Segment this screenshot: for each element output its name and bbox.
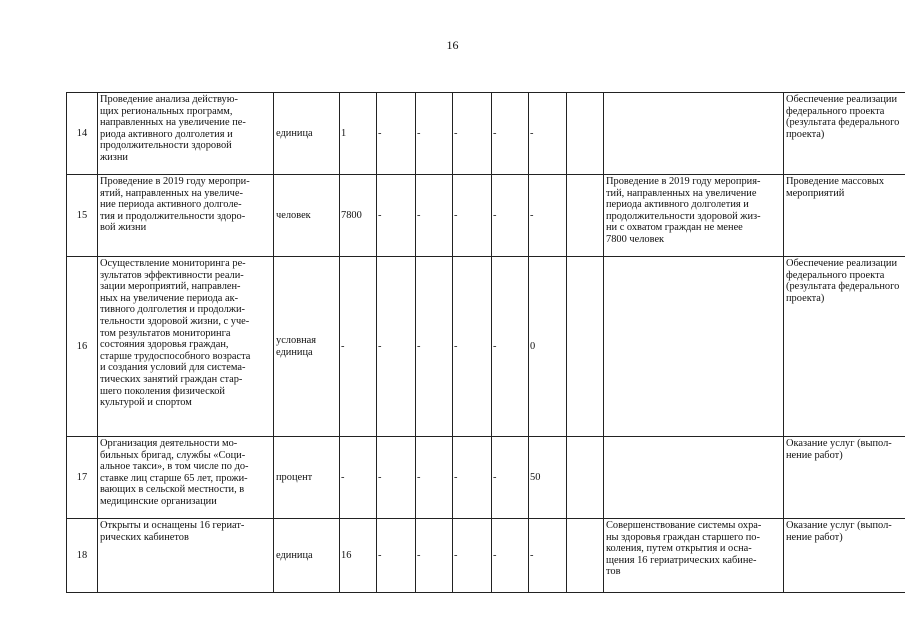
row-number: 16	[67, 257, 98, 437]
row-description: Организация деятельности мо- бильных бригад, службы «Соци- альное такси», в том числе по до- ставке лиц старше 65 лет, прожи- вающих в сельской местности, в медицинские организации	[98, 437, 274, 519]
row-value-cell: -	[416, 257, 453, 437]
row-value-cell: -	[492, 257, 529, 437]
table-row	[67, 519, 905, 593]
row-unit: процент	[274, 437, 340, 519]
row-value-cell	[567, 93, 604, 175]
row-type: Проведение массовых мероприятий	[784, 175, 905, 257]
row-type: Обеспечение реализации федерального проекта (результата федерального проекта)	[784, 257, 905, 437]
row-value-cell: -	[529, 93, 567, 175]
row-number: 14	[67, 93, 98, 175]
row-value-cell: -	[377, 93, 416, 175]
row-value-cell: -	[492, 93, 529, 175]
row-value-cell: -	[340, 257, 377, 437]
row-value-cell: -	[416, 93, 453, 175]
row-value-cell: -	[377, 437, 416, 519]
results-table	[66, 92, 905, 593]
row-type: Обеспечение реализации федерального проекта (результата федерального проекта)	[784, 93, 905, 175]
row-number: 15	[67, 175, 98, 257]
row-value-cell: -	[492, 519, 529, 593]
row-value-cell: 1	[340, 93, 377, 175]
row-characteristic	[604, 437, 784, 519]
row-value-cell: -	[453, 257, 492, 437]
row-value-cell: -	[529, 519, 567, 593]
row-value-cell	[567, 437, 604, 519]
row-value-cell	[567, 519, 604, 593]
row-number: 18	[67, 519, 98, 593]
row-characteristic	[604, 257, 784, 437]
row-value-cell: -	[529, 175, 567, 257]
row-description: Осуществление мониторинга ре- зультатов эффективности реали- зации мероприятий, направлен- ных на увеличение периода ак- тивного долголетия и продолжи- тельности здоровой жизни, с уче- том результатов мониторинга состояния здоровья граждан, старше трудоспособного возраста и создания условий для система- тических занятий граждан стар- шего поколения физической культурой и спортом	[98, 257, 274, 437]
page-number: 16	[446, 38, 459, 52]
row-value-cell: -	[340, 437, 377, 519]
row-unit: единица	[274, 519, 340, 593]
row-unit: условная единица	[274, 257, 340, 437]
row-unit: человек	[274, 175, 340, 257]
table-row	[67, 93, 905, 175]
row-characteristic: Проведение в 2019 году мероприя- тий, направленных на увеличение периода активного долголетия и продолжительности здоровой жиз- ни с охватом граждан не менее 7800 человек	[604, 175, 784, 257]
row-value-cell: -	[453, 519, 492, 593]
row-value-cell: 0	[529, 257, 567, 437]
table-row	[67, 437, 905, 519]
row-value-cell: -	[453, 437, 492, 519]
row-value-cell: -	[492, 175, 529, 257]
row-value-cell: -	[453, 175, 492, 257]
row-value-cell	[567, 257, 604, 437]
row-value-cell: 16	[340, 519, 377, 593]
row-type: Оказание услуг (выпол- нение работ)	[784, 437, 905, 519]
row-value-cell: -	[453, 93, 492, 175]
row-characteristic: Совершенствование системы охра- ны здоровья граждан старшего по- коления, путем открытия и осна- щения 16 гериатрических кабине- тов	[604, 519, 784, 593]
table-row	[67, 257, 905, 437]
row-value-cell: -	[377, 519, 416, 593]
row-description: Проведение анализа действую- щих региональных программ, направленных на увеличение пе- риода активного долголетия и продолжительности здоровой жизни	[98, 93, 274, 175]
row-value-cell: 7800	[340, 175, 377, 257]
row-value-cell: -	[416, 519, 453, 593]
row-type: Оказание услуг (выпол- нение работ)	[784, 519, 905, 593]
row-value-cell: -	[492, 437, 529, 519]
row-number: 17	[67, 437, 98, 519]
row-unit: единица	[274, 93, 340, 175]
row-value-cell: -	[377, 257, 416, 437]
table-row	[67, 175, 905, 257]
row-characteristic	[604, 93, 784, 175]
row-value-cell: 50	[529, 437, 567, 519]
row-value-cell: -	[416, 437, 453, 519]
row-value-cell	[567, 175, 604, 257]
row-description: Открыты и оснащены 16 гериат- рических кабинетов	[98, 519, 274, 593]
row-description: Проведение в 2019 году меропри- ятий, направленных на увеличе- ние периода активного долголе- тия и продолжительности здоро- вой жизни	[98, 175, 274, 257]
row-value-cell: -	[377, 175, 416, 257]
row-value-cell: -	[416, 175, 453, 257]
